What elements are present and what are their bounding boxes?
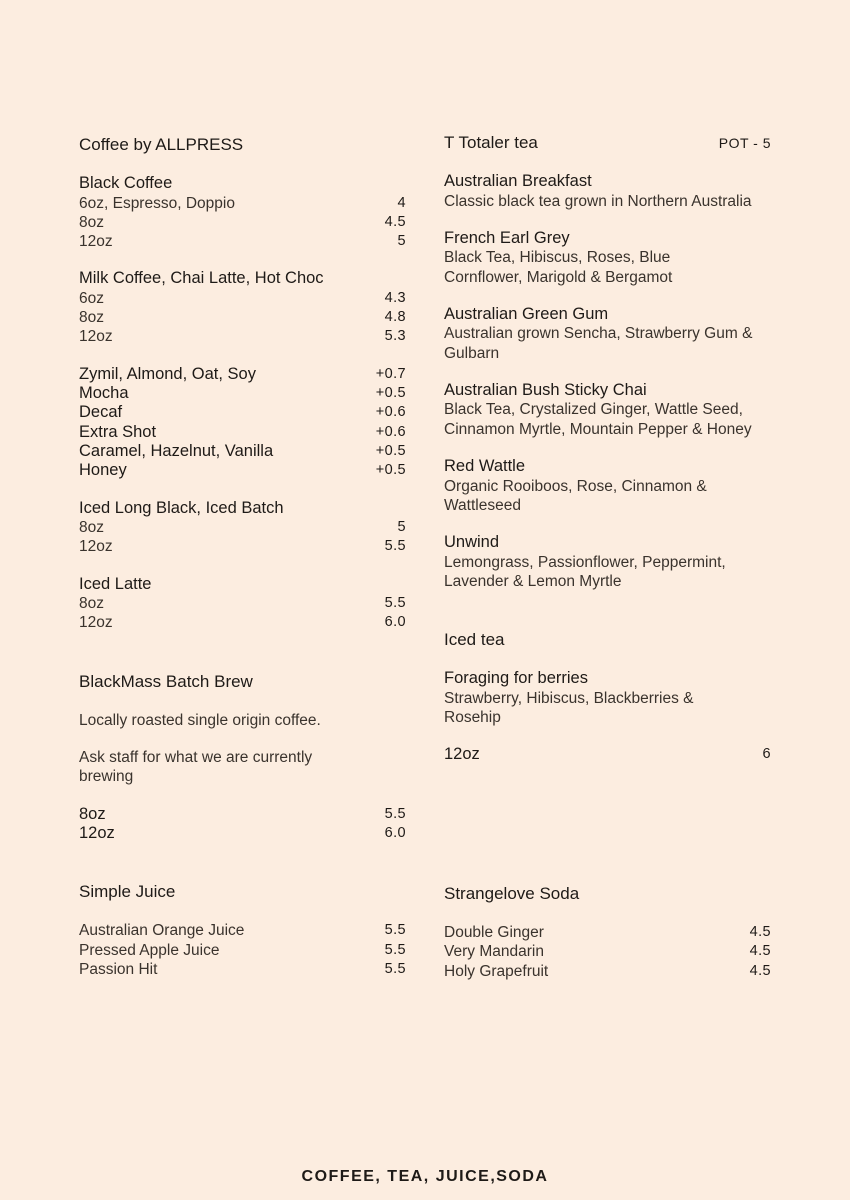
tea-desc: Organic Rooiboos, Rose, Cinnamon & Wattleseed — [444, 477, 707, 514]
right-column — [444, 132, 771, 980]
tea-item — [444, 381, 771, 439]
size-label: 12oz — [79, 328, 113, 346]
tea-desc: Classic black tea grown in Northern Australia — [444, 192, 752, 210]
size-label: 8oz — [79, 309, 104, 327]
iced-tea-desc: Strawberry, Hibiscus, Blackberries & Rosehip — [444, 689, 694, 727]
extra-label: Decaf — [79, 403, 123, 422]
tea-desc: Australian grown Sencha, Strawberry Gum & Gulbarn — [444, 325, 753, 362]
price-value: 4.5 — [384, 213, 406, 230]
menu-footer: COFFEE, TEA, JUICE,SODA — [301, 1168, 549, 1185]
tea-name: Australian Green Gum — [444, 304, 609, 323]
milk-coffee-item — [79, 269, 406, 346]
price-row — [79, 518, 406, 537]
batch-brew-section — [79, 671, 406, 843]
size-label: 8oz — [79, 519, 104, 537]
price-row — [79, 824, 406, 843]
iced-tea-title-text: Iced tea — [444, 630, 505, 650]
price-row — [79, 289, 406, 308]
size-label: 6oz, Espresso, Doppio — [79, 194, 235, 212]
price-row — [79, 213, 406, 232]
price-value: 4 — [397, 194, 406, 211]
tea-name: French Earl Grey — [444, 228, 570, 247]
size-label: 8oz — [79, 595, 104, 613]
tea-item — [444, 229, 771, 287]
price-row — [79, 941, 406, 960]
price-value: 4.5 — [749, 924, 771, 940]
price-row — [444, 962, 771, 981]
price-value: 5.5 — [384, 805, 406, 822]
tea-desc: Black Tea, Crystalized Ginger, Wattle Seed, Cinnamon Myrtle, Mountain Pepper & Honey — [444, 401, 752, 438]
iced-tea-name: Foraging for berries — [444, 669, 588, 688]
tea-item — [444, 457, 771, 515]
tea-name: Australian Bush Sticky Chai — [444, 380, 647, 399]
tea-name: Australian Breakfast — [444, 172, 592, 190]
extra-row — [79, 461, 406, 480]
soda-label: Holy Grapefruit — [444, 962, 549, 980]
price-row — [79, 232, 406, 251]
size-label: 12oz — [444, 745, 480, 764]
price-value: 6 — [762, 746, 771, 763]
soda-title — [444, 883, 771, 905]
extra-row — [79, 384, 406, 403]
extra-price: +0.5 — [375, 442, 406, 459]
tea-item — [444, 533, 771, 591]
price-value: 5 — [397, 233, 406, 250]
extra-label: Caramel, Hazelnut, Vanilla — [79, 441, 274, 460]
price-row — [79, 613, 406, 632]
juice-label: Australian Orange Juice — [79, 922, 245, 940]
price-row — [79, 327, 406, 346]
size-label: 12oz — [79, 233, 113, 251]
tea-item — [444, 172, 771, 211]
extra-label: Extra Shot — [79, 422, 157, 441]
price-value: 6.0 — [384, 824, 406, 841]
extra-price: +0.6 — [375, 423, 406, 440]
extra-price: +0.5 — [375, 462, 406, 479]
price-value: 4.5 — [749, 943, 771, 960]
juice-label: Pressed Apple Juice — [79, 941, 220, 959]
soda-label: Very Mandarin — [444, 943, 544, 961]
tea-name: Red Wattle — [444, 457, 526, 476]
iced-tea-section — [444, 629, 771, 764]
size-label: 12oz — [79, 614, 113, 632]
price-value: 4.5 — [749, 962, 771, 979]
extra-price: +0.6 — [375, 404, 406, 421]
batch-brew-title-text: BlackMass Batch Brew — [79, 671, 253, 691]
tea-section — [444, 132, 771, 591]
pot-price: POT - 5 — [718, 135, 771, 151]
tea-title: T Totaler tea — [444, 133, 538, 152]
price-row — [79, 594, 406, 613]
size-label: 8oz — [79, 804, 106, 823]
price-value: 6.0 — [384, 614, 406, 631]
extra-label: Mocha — [79, 384, 129, 403]
size-label: 12oz — [79, 823, 115, 842]
batch-brew-desc: Locally roasted single origin coffee. — [79, 711, 321, 729]
price-row — [444, 923, 771, 942]
tea-desc: Lemongrass, Passionflower, Peppermint, Lavender & Lemon Myrtle — [444, 553, 726, 590]
juice-label: Passion Hit — [79, 960, 158, 978]
black-coffee-name: Black Coffee — [79, 174, 173, 192]
price-row — [79, 537, 406, 556]
iced-latte-item — [79, 575, 406, 633]
milk-coffee-name: Milk Coffee, Chai Latte, Hot Choc — [79, 269, 324, 288]
price-row — [79, 960, 406, 979]
extra-label: Honey — [79, 461, 127, 480]
price-value: 5.5 — [384, 960, 406, 977]
price-value: 5.5 — [384, 595, 406, 612]
size-label: 8oz — [79, 213, 104, 231]
price-row — [79, 308, 406, 327]
extra-label: Zymil, Almond, Oat, Soy — [79, 364, 256, 383]
size-label: 6oz — [79, 289, 104, 307]
soda-title-text: Strangelove Soda — [444, 884, 580, 903]
coffee-title — [79, 134, 406, 156]
tea-desc: Black Tea, Hibiscus, Roses, Blue Cornflower, Marigold & Bergamot — [444, 249, 673, 286]
juice-title — [79, 881, 406, 903]
price-row — [79, 921, 406, 940]
tea-name: Unwind — [444, 533, 500, 552]
price-value: 5.5 — [384, 941, 406, 958]
batch-brew-note: Ask staff for what we are currently brewing — [79, 749, 313, 786]
iced-long-black-name: Iced Long Black, Iced Batch — [79, 498, 284, 517]
price-value: 5.3 — [384, 328, 406, 345]
extra-row — [79, 365, 406, 384]
price-row — [444, 942, 771, 961]
extra-row — [79, 423, 406, 442]
extra-row — [79, 403, 406, 422]
extras-list — [79, 365, 406, 481]
price-row — [444, 745, 771, 764]
extra-row — [79, 442, 406, 461]
price-row — [79, 194, 406, 213]
price-row — [79, 805, 406, 824]
coffee-title-text: Coffee by ALLPRESS — [79, 135, 244, 154]
price-value: 5.5 — [384, 922, 406, 939]
coffee-section — [79, 134, 406, 633]
soda-label: Double Ginger — [444, 924, 544, 941]
tea-item — [444, 305, 771, 363]
iced-long-black-item — [79, 499, 406, 557]
soda-section — [444, 883, 771, 981]
black-coffee-item — [79, 174, 406, 251]
price-value: 5.5 — [384, 538, 406, 555]
batch-brew-title — [79, 671, 406, 693]
juice-section — [79, 881, 406, 979]
left-column — [79, 134, 406, 979]
juice-title-text: Simple Juice — [79, 882, 176, 902]
extra-price: +0.5 — [375, 385, 406, 402]
tea-header — [444, 132, 771, 154]
iced-tea-title — [444, 629, 771, 651]
extra-price: +0.7 — [375, 365, 406, 382]
size-label: 12oz — [79, 538, 113, 556]
price-value: 5 — [397, 519, 406, 536]
price-value: 4.8 — [384, 309, 406, 326]
price-value: 4.3 — [384, 289, 406, 306]
iced-latte-name: Iced Latte — [79, 574, 152, 593]
